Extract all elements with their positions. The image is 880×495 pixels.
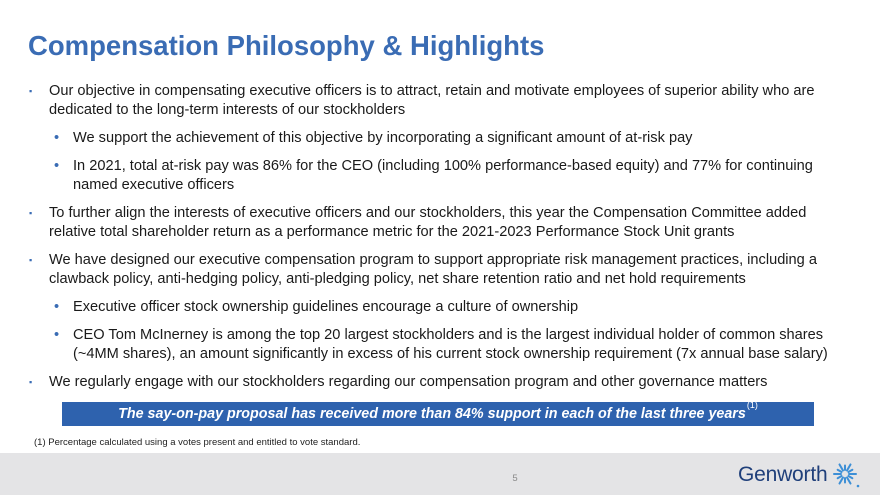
sub-bullet-text: Executive officer stock ownership guidelines encourage a culture of ownership	[73, 299, 579, 315]
footnote-marker: (1)	[746, 400, 758, 411]
dot-bullet-icon: •	[54, 299, 60, 315]
bullet-text: To further align the interests of executive officers and our stockholders, this year the Compensation Committee added relative total shareholder return as a performance metric for the 2021-2023 Performance Stock Unit grants	[49, 205, 807, 240]
starburst-logo-icon	[832, 461, 860, 489]
slide-title: Compensation Philosophy & Highlights	[28, 30, 545, 61]
bullet-text: Our objective in compensating executive officers is to attract, retain and motivate employees of superior ability who are dedicated to the long-term interests of our stockholders	[49, 83, 815, 118]
footnote: (1) Percentage calculated using a votes present and entitled to vote standard.	[34, 437, 361, 448]
logo-ray	[838, 476, 842, 478]
logo-ray	[840, 477, 844, 483]
logo-wordmark: Genworth	[738, 463, 828, 486]
square-bullet-icon: ▪	[29, 208, 33, 218]
dot-bullet-icon: •	[54, 327, 60, 343]
logo-ray	[840, 464, 844, 470]
logo-ray	[847, 477, 851, 483]
logo-ray	[847, 464, 851, 470]
sub-bullet-item	[28, 298, 828, 317]
callout-text: The say-on-pay proposal has received more than 84% support in each of the last three years	[118, 406, 746, 422]
logo-ray	[849, 470, 853, 472]
sub-bullet-text: In 2021, total at-risk pay was 86% for the CEO (including 100% performance-based equity) and 77% for continuing named executive officers	[73, 158, 813, 193]
square-bullet-icon: ▪	[29, 255, 33, 265]
sub-bullet-text: CEO Tom McInerney is among the top 20 largest stockholders and is the largest individual holder of common shares (~4MM shares), an amount significantly in excess of his current stock ownership requirement (7x annual base salary)	[73, 327, 828, 362]
bullet-item	[28, 82, 828, 120]
logo-ray	[838, 470, 842, 472]
square-bullet-icon: ▪	[29, 86, 33, 96]
slide-footer	[0, 453, 880, 495]
logo-dot	[857, 485, 860, 488]
bullet-list	[28, 82, 828, 401]
sub-bullet-text: We support the achievement of this objective by incorporating a significant amount of at-risk pay	[73, 130, 693, 146]
bullet-item	[28, 251, 828, 289]
genworth-logo	[738, 461, 860, 489]
dot-bullet-icon: •	[54, 158, 60, 174]
square-bullet-icon: ▪	[29, 377, 33, 387]
say-on-pay-callout	[62, 402, 814, 426]
logo-ray	[849, 476, 853, 478]
sub-bullet-item	[28, 157, 828, 195]
sub-bullet-item	[28, 326, 828, 364]
sub-bullet-item	[28, 129, 828, 148]
dot-bullet-icon: •	[54, 130, 60, 146]
bullet-text: We have designed our executive compensation program to support appropriate risk management practices, including a clawback policy, anti-hedging policy, anti-pledging policy, net share retention ratio and net hold requirements	[49, 252, 817, 287]
page-number: 5	[512, 473, 518, 484]
bullet-item	[28, 373, 828, 392]
bullet-item	[28, 204, 828, 242]
bullet-text: We regularly engage with our stockholders regarding our compensation program and other governance matters	[49, 374, 768, 390]
